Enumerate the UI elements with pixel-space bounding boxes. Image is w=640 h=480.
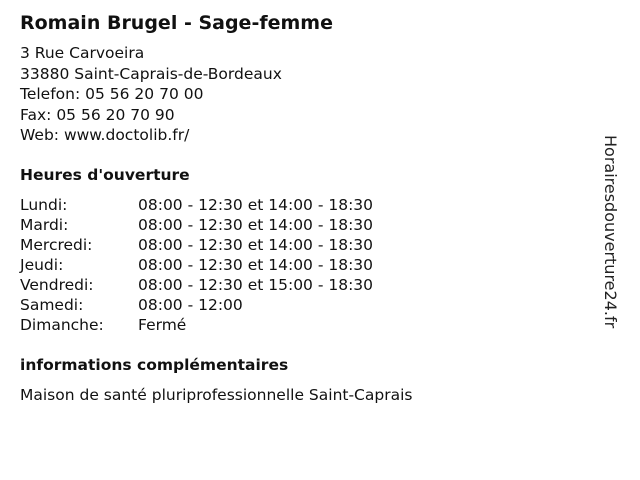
day-times: 08:00 - 12:00 bbox=[138, 295, 243, 314]
day-times: 08:00 - 12:30 et 14:00 - 18:30 bbox=[138, 235, 374, 254]
opening-hours-table bbox=[20, 195, 373, 335]
hours-row-sunday bbox=[20, 315, 373, 335]
additional-info-heading: informations complémentaires bbox=[20, 355, 289, 374]
day-label: Dimanche: bbox=[20, 315, 104, 334]
day-times: 08:00 - 12:30 et 14:00 - 18:30 bbox=[138, 255, 374, 274]
address-street: 3 Rue Carvoeira bbox=[20, 44, 145, 62]
day-times: Fermé bbox=[138, 315, 187, 334]
day-label: Samedi: bbox=[20, 295, 84, 314]
phone-number: Telefon: 05 56 20 70 00 bbox=[20, 85, 204, 103]
day-times: 08:00 - 12:30 et 14:00 - 18:30 bbox=[138, 215, 374, 234]
hours-row-monday bbox=[20, 195, 373, 215]
business-title: Romain Brugel - Sage-femme bbox=[20, 12, 333, 34]
address-city: 33880 Saint-Caprais-de-Bordeaux bbox=[20, 64, 282, 83]
day-label: Vendredi: bbox=[20, 275, 94, 294]
day-label: Mardi: bbox=[20, 215, 69, 234]
fax-number: Fax: 05 56 20 70 90 bbox=[20, 105, 175, 124]
day-label: Mercredi: bbox=[20, 235, 93, 254]
day-times: 08:00 - 12:30 et 15:00 - 18:30 bbox=[138, 275, 374, 294]
hours-row-tuesday bbox=[20, 215, 373, 235]
hours-row-saturday bbox=[20, 295, 373, 315]
day-times: 08:00 - 12:30 et 14:00 - 18:30 bbox=[138, 195, 374, 214]
day-label: Lundi: bbox=[20, 195, 68, 214]
site-watermark: Horairesdouverture24.fr bbox=[601, 135, 620, 329]
opening-hours-heading: Heures d'ouverture bbox=[20, 165, 190, 184]
hours-row-wednesday bbox=[20, 235, 373, 255]
website-link[interactable]: Web: www.doctolib.fr/ bbox=[20, 126, 190, 144]
hours-row-friday bbox=[20, 275, 373, 295]
contact-block bbox=[20, 43, 600, 146]
business-card bbox=[20, 11, 600, 405]
day-label: Jeudi: bbox=[20, 255, 64, 274]
hours-row-thursday bbox=[20, 255, 373, 275]
additional-info-text: Maison de santé pluriprofessionnelle Saint-Caprais bbox=[20, 385, 413, 404]
